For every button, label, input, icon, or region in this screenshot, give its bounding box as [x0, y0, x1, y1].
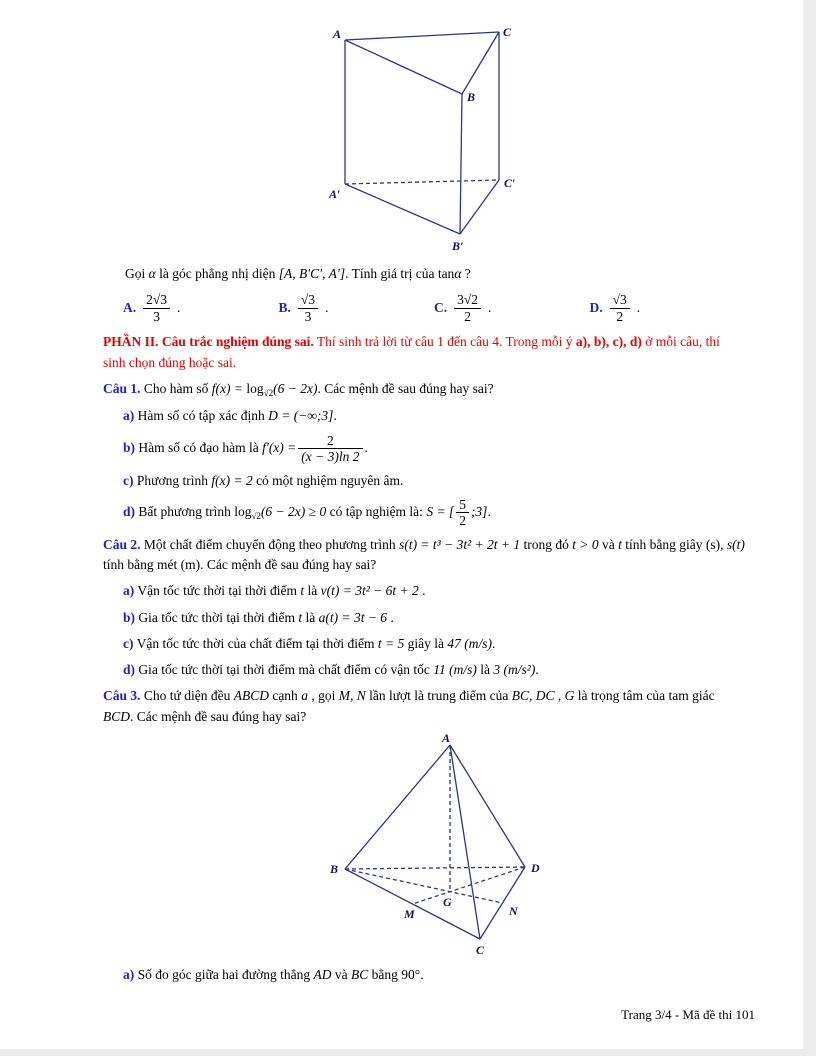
cau3-label: Câu 3. — [103, 688, 141, 704]
tan-symbol: tan — [437, 266, 455, 281]
question-mid: là góc phẳng nhị diện — [155, 266, 279, 281]
item-a-label: a) — [123, 583, 135, 599]
cau1-label: Câu 1. — [103, 380, 141, 396]
cau3-text: là trọng tâm của tam giác — [574, 688, 715, 704]
log-subscript: √2 — [251, 510, 261, 521]
item-math: BC — [351, 966, 369, 982]
option-b-fraction — [298, 292, 318, 324]
cau1-heading — [103, 379, 745, 401]
option-d-label: D. — [589, 300, 603, 316]
item-math: 11 (m/s) — [433, 662, 477, 678]
fraction-numerator: 5 — [456, 497, 469, 514]
option-a-label: A. — [123, 300, 137, 316]
item-period: . — [420, 966, 424, 982]
cau3-text: lần lượt là trung điểm của — [365, 688, 512, 704]
tetra-label-n: N — [509, 903, 518, 918]
cau3-math: G — [564, 688, 575, 704]
cau2-math: t — [618, 536, 622, 552]
item-text: Vận tốc tức thời tại thời điểm — [134, 583, 301, 599]
item-math: t — [300, 583, 305, 599]
item-c-label: c) — [123, 472, 134, 488]
option-d — [590, 292, 746, 324]
tetra-label-g: G — [443, 894, 452, 909]
part2-intro-end: ở mỗi câu, thí sinh chọn đúng hoặc sai. — [103, 334, 720, 370]
alpha-symbol: α — [148, 266, 156, 281]
fraction-numerator: √3 — [298, 292, 318, 309]
item-math: f′(x) = — [262, 439, 297, 455]
item-b-label: b) — [123, 439, 136, 455]
item-period: . — [364, 439, 368, 455]
item-math: AD — [313, 966, 332, 982]
fraction-denominator: (x − 3)ln 2 — [301, 449, 360, 465]
item-b-label: b) — [123, 609, 136, 625]
cau2-math: s(t) = t³ − 3t² + 2t + 1 — [399, 536, 521, 552]
item-text: và — [331, 966, 352, 982]
cau3-text: , gọi — [307, 688, 339, 704]
item-text: giây là — [404, 635, 448, 651]
option-period: . — [488, 300, 492, 316]
cau3-math: BCD — [103, 708, 130, 724]
cau2-item-c — [123, 634, 745, 654]
prism-label-c-prime: C′ — [504, 176, 516, 190]
item-text: Phương trình — [133, 472, 212, 488]
cau1-lead: Cho hàm số — [140, 380, 212, 396]
tetra-label-b: B — [330, 861, 339, 876]
answer-options — [123, 292, 745, 324]
cau3-text: , — [554, 688, 565, 704]
cau1-expr: (6 − 2x) — [273, 380, 318, 396]
solution-fraction — [456, 497, 469, 529]
item-text: Vận tốc tức thời của chất điểm tại thời điểm — [133, 635, 378, 651]
prism-label-a-prime: A′ — [329, 187, 341, 201]
part2-heading — [103, 332, 745, 373]
item-math: 3 (m/s²) — [493, 662, 536, 678]
prism-label-a: A — [333, 27, 342, 41]
cau2-text: và — [598, 536, 619, 552]
tetra-label-m: M — [404, 906, 415, 921]
option-c — [434, 292, 590, 324]
cau3-math: M, N — [338, 688, 366, 704]
option-b — [279, 292, 435, 324]
cau2-text: tính bằng giây (s), — [621, 536, 727, 552]
log-subscript: √2 — [263, 387, 274, 398]
cau2-math: t > 0 — [572, 536, 599, 552]
cau2-text: tính bằng mét (m). Các mệnh đề sau đúng hay sai? — [103, 557, 377, 573]
cau2-text: Một chất điểm chuyển động theo phương trình — [140, 536, 400, 552]
item-math: 90° — [401, 966, 421, 982]
item-text: Gia tốc tức thời tại thời điểm mà chất điểm có vận tốc — [135, 662, 434, 678]
fraction-denominator: 3 — [304, 308, 312, 324]
prism-figure — [329, 26, 529, 258]
prism-label-c: C — [503, 26, 512, 39]
item-period: . — [387, 609, 394, 625]
option-period: . — [636, 300, 641, 316]
item-math: S = [ — [426, 503, 455, 519]
option-a-fraction — [143, 292, 170, 324]
tetra-label-a: A — [442, 732, 451, 745]
item-a-label: a) — [123, 408, 135, 424]
cau2-item-b — [123, 608, 745, 628]
item-math: 47 (m/s) — [447, 635, 493, 651]
item-text: Hàm số có đạo hàm là — [135, 439, 263, 455]
item-math: D = (−∞;3] — [268, 408, 334, 424]
cau3-text: Cho tứ diện đều — [140, 688, 234, 704]
fraction-denominator: 2 — [459, 513, 466, 529]
item-d-label: d) — [123, 662, 136, 678]
option-period: . — [177, 300, 181, 316]
item-math: f(x) = 2 — [211, 472, 253, 488]
prism-vertex-labels — [329, 26, 515, 253]
cau1-tail: . Các mệnh đề sau đúng hay sai? — [317, 380, 494, 396]
cau3-math: BC, DC — [511, 688, 555, 704]
item-math: a(t) = 3t − 6 — [318, 609, 388, 625]
option-period: . — [325, 300, 329, 316]
prism-edges — [345, 32, 499, 234]
option-b-label: B. — [278, 300, 291, 316]
cau3-text: . Các mệnh đề sau đúng hay sai? — [130, 708, 307, 724]
tetra-label-c: C — [476, 942, 485, 957]
item-text: là — [476, 662, 494, 678]
cau2-text: trong đó — [520, 536, 573, 552]
alpha-symbol: α — [454, 266, 462, 281]
item-math: t — [298, 609, 303, 625]
dihedral-notation: [A, B′C′, A′] — [278, 266, 346, 281]
item-text: Số đo góc giữa hai đường thẳng — [134, 966, 314, 982]
cau3-math: ABCD — [233, 688, 269, 704]
item-period: . — [487, 503, 491, 519]
item-period: . — [333, 408, 337, 424]
fraction-numerator: √3 — [610, 292, 630, 309]
item-text: là — [302, 609, 319, 625]
cau2-item-a — [123, 581, 745, 601]
option-c-fraction — [454, 292, 481, 324]
cau3-text: cạnh — [268, 688, 302, 704]
cau3-math: a — [301, 688, 308, 704]
cau1-fx: f(x) = — [211, 380, 247, 396]
item-text: Hàm số có tập xác định — [134, 408, 269, 424]
question-lead: Gọi — [125, 266, 149, 281]
item-period: . — [418, 583, 426, 599]
cau3-item-a — [123, 965, 745, 985]
item-c-label: c) — [123, 635, 134, 651]
fraction-denominator: 2 — [616, 308, 624, 324]
page-content — [0, 26, 803, 985]
item-a-label: a) — [123, 966, 135, 982]
item-text: có tập nghiệm là: — [326, 503, 427, 519]
tetrahedron-vertex-labels — [329, 733, 540, 957]
page-footer: Trang 3/4 - Mã đề thi 101 — [621, 1007, 755, 1022]
item-text: bằng — [368, 966, 402, 982]
question-tail: . Tính giá trị của — [345, 266, 438, 281]
cau1-item-a — [123, 406, 745, 426]
item-text: là — [304, 583, 321, 599]
prism-label-b-prime: B′ — [452, 239, 464, 253]
cau2-heading — [103, 535, 745, 576]
cau3-heading — [103, 686, 745, 727]
cau1-item-b — [123, 433, 745, 465]
item-math: (6 − 2x) ≥ 0 — [260, 503, 327, 519]
derivative-fraction — [298, 433, 362, 465]
part2-intro-bold: a), b), c), d) — [575, 334, 642, 350]
option-c-label: C. — [434, 300, 448, 316]
cau1-item-c — [123, 471, 745, 491]
question-dihedral — [103, 264, 745, 284]
cau2-item-d — [123, 660, 745, 680]
item-period: . — [492, 635, 496, 651]
item-text: Bất phương trình — [135, 503, 235, 519]
item-math: v(t) = 3t² − 6t + 2 — [320, 583, 419, 599]
log-symbol: log — [234, 503, 252, 519]
item-period: . — [535, 662, 539, 678]
fraction-numerator: 3√2 — [454, 292, 481, 309]
cau2-math: s(t) — [726, 536, 745, 552]
log-symbol: log — [246, 380, 264, 396]
cau1-item-d — [123, 497, 745, 529]
item-text: có một nghiệm nguyên âm. — [252, 472, 404, 488]
option-d-fraction — [610, 292, 630, 324]
question-mark: ? — [464, 266, 471, 281]
fraction-denominator: 3 — [153, 308, 160, 324]
fraction-numerator: 2 — [298, 433, 362, 450]
item-text: Gia tốc tức thời tại thời điểm — [135, 609, 299, 625]
fraction-denominator: 2 — [464, 308, 471, 324]
option-a — [123, 292, 279, 324]
tetrahedron-edges — [345, 745, 525, 939]
item-d-label: d) — [123, 503, 136, 519]
tetrahedron-figure — [325, 733, 555, 959]
part2-intro: Thí sinh trả lời từ câu 1 đến câu 4. Trong mỗi ý — [313, 334, 576, 350]
cau2-label: Câu 2. — [103, 536, 141, 552]
item-math: ;3] — [470, 503, 488, 519]
fraction-numerator: 2√3 — [143, 292, 170, 309]
tetra-label-d: D — [531, 860, 540, 875]
prism-label-b: B — [467, 90, 476, 104]
item-math: t = 5 — [377, 635, 405, 651]
part2-title: PHẦN II. Câu trắc nghiệm đúng sai. — [103, 334, 314, 350]
